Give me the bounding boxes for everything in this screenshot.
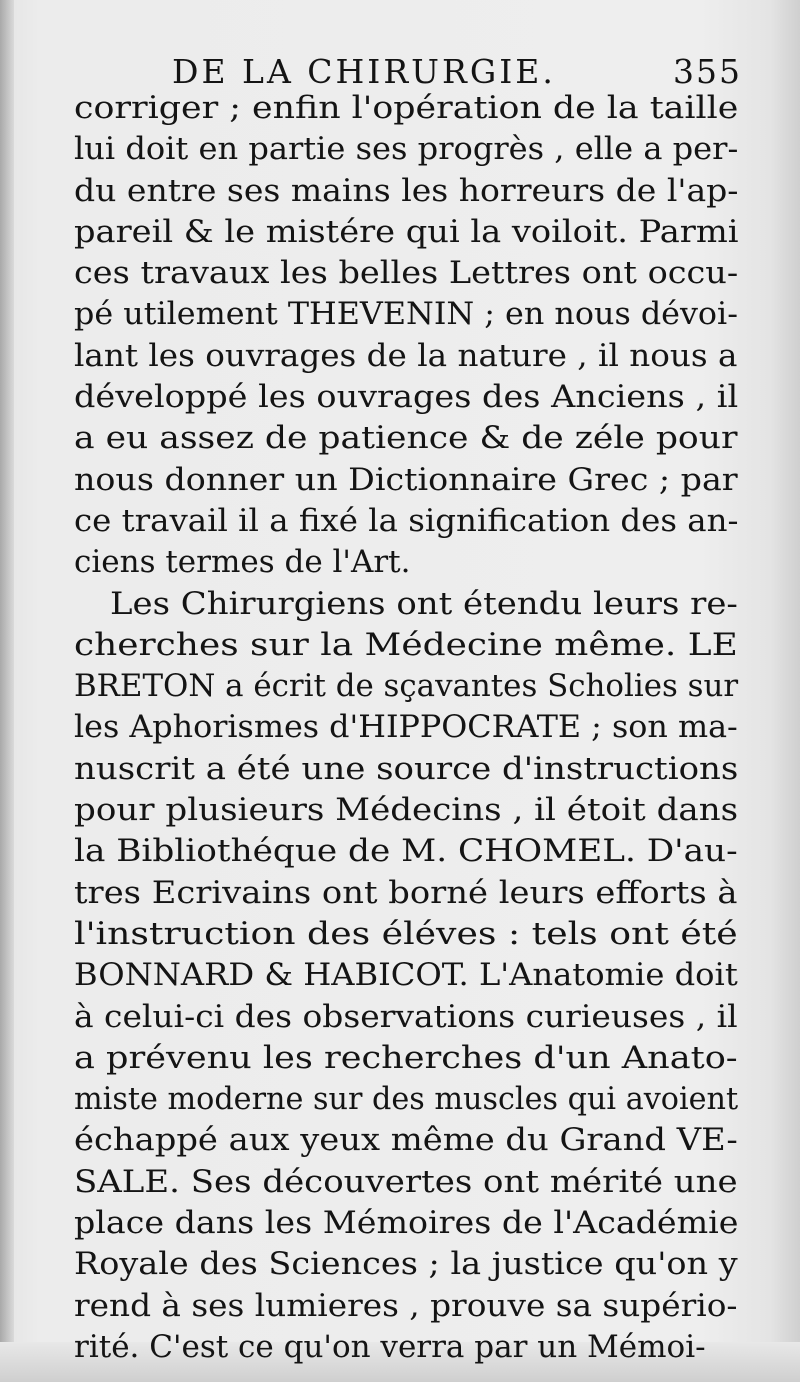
text-line: pour plusieurs Médecins , il étoit dans <box>74 792 739 829</box>
text-line: tres Ecrivains ont borné leurs efforts à <box>74 874 738 911</box>
text-line: BONNARD & HABICOT. L'Anatomie doit <box>74 957 738 994</box>
text-line: échappé aux yeux même du Grand VE- <box>74 1122 738 1159</box>
text-line: ciens termes de l'Art. <box>74 544 411 581</box>
text-line: place dans les Mémoires de l'Académie <box>74 1205 739 1242</box>
paragraph-first-line: Les Chirurgiens ont étendu leurs re- <box>110 585 738 622</box>
text-line: la Bibliothéque de M. CHOMEL. D'au- <box>74 833 738 870</box>
text-line: nuscrit a été une source d'instructions <box>74 750 739 787</box>
text-line: ces travaux les belles Lettres ont occu- <box>74 255 739 292</box>
text-line: corriger ; enfin l'opération de la taille <box>74 90 739 126</box>
text-line: pé utilement THEVENIN ; en nous dévoi- <box>74 296 738 333</box>
text-line: du entre ses mains les horreurs de l'ap- <box>74 172 739 209</box>
text-line: miste moderne sur des muscles qui avoient <box>74 1081 739 1118</box>
text-line: BRETON a écrit de sçavantes Scholies sur <box>74 668 739 705</box>
text-line: a prévenu les recherches d'un Anato- <box>74 1039 738 1076</box>
text-line: lui doit en partie ses progrès , elle a per- <box>74 131 739 168</box>
text-line: les Aphorismes d'HIPPOCRATE ; son ma- <box>74 709 738 746</box>
text-line: Royale des Sciences ; la justice qu'on y <box>74 1246 738 1283</box>
text-line: lant les ouvrages de la nature , il nous a <box>74 337 738 374</box>
text-line: développé les ouvrages des Anciens , il <box>74 379 739 416</box>
text-line: ce travail il a fixé la signification des an- <box>74 502 739 539</box>
text-line: à celui-ci des observations curieuses , il <box>74 998 738 1035</box>
running-title: DE LA CHIRURGIE. <box>172 52 556 91</box>
text-line: SALE. Ses découvertes ont mérité une <box>74 1163 738 1200</box>
text-line: nous donner un Dictionnaire Grec ; par <box>74 461 738 498</box>
text-line: pareil & le mistére qui la voiloit. Parmi <box>74 213 739 250</box>
text-line: rend à ses lumieres , prouve sa supério- <box>74 1287 738 1324</box>
text-line: rité. C'est ce qu'on verra par un Mémoi- <box>74 1328 706 1365</box>
text-line: cherches sur la Médecine même. LE <box>74 626 738 663</box>
page-binding-shadow <box>0 0 14 1382</box>
text-line: a eu assez de patience & de zéle pour <box>74 420 738 457</box>
page-number: 355 <box>673 52 742 91</box>
body-text <box>74 88 738 1368</box>
text-line: l'instruction des éléves : tels ont été <box>74 915 738 952</box>
